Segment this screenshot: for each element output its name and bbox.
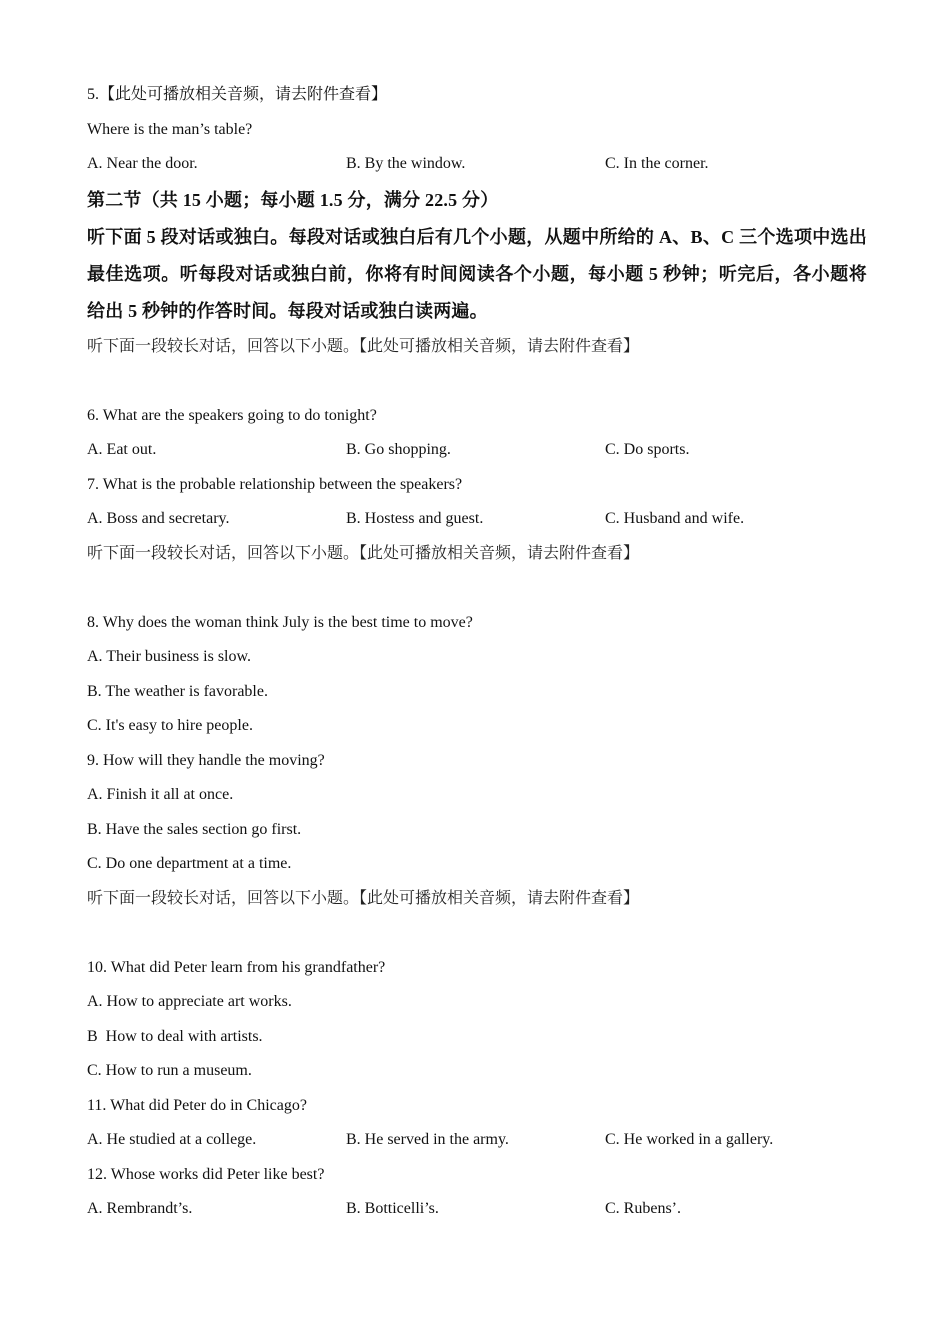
q12-options bbox=[87, 1192, 867, 1227]
q10-option-b: B How to deal with artists. bbox=[87, 1027, 263, 1045]
q11-option-c: C. He worked in a gallery. bbox=[605, 1131, 774, 1148]
dialogue-note-3: 听下面一段较长对话，回答以下小题。【此处可播放相关音频，请去附件查看】 bbox=[87, 889, 640, 907]
q5-audio-label: 5.【此处可播放相关音频，请去附件查看】 bbox=[87, 86, 388, 103]
q11-option-b: B. He served in the army. bbox=[346, 1131, 509, 1148]
q7-option-b: B. Hostess and guest. bbox=[346, 510, 484, 527]
q11-option-a: A. He studied at a college. bbox=[87, 1131, 257, 1148]
q11-options bbox=[87, 1123, 867, 1158]
q9-option-b: B. Have the sales section go first. bbox=[87, 820, 302, 838]
dialogue-note-2: 听下面一段较长对话，回答以下小题。【此处可播放相关音频，请去附件查看】 bbox=[87, 544, 640, 562]
q5-option-a: A. Near the door. bbox=[87, 155, 198, 172]
q12-question: 12. Whose works did Peter like best? bbox=[87, 1165, 325, 1183]
q8-question: 8. Why does the woman think July is the best time to move? bbox=[87, 613, 473, 631]
section-heading: 第二节（共 15 小题；每小题 1.5 分，满分 22.5 分） bbox=[87, 189, 499, 210]
q10-option-a: A. How to appreciate art works. bbox=[87, 993, 292, 1010]
q8-option-c: C. It's easy to hire people. bbox=[87, 717, 253, 734]
q6-question: 6. What are the speakers going to do tonight? bbox=[87, 406, 377, 424]
q11-question: 11. What did Peter do in Chicago? bbox=[87, 1096, 307, 1114]
q9-option-a: A. Finish it all at once. bbox=[87, 786, 234, 803]
spacer bbox=[87, 571, 867, 606]
q12-option-a: A. Rembrandt’s. bbox=[87, 1200, 193, 1217]
q8-option-b: B. The weather is favorable. bbox=[87, 682, 268, 700]
q10-question: 10. What did Peter learn from his grandfather? bbox=[87, 958, 386, 976]
q9-option-c: C. Do one department at a time. bbox=[87, 855, 292, 872]
spacer bbox=[87, 364, 867, 399]
q5-option-c: C. In the corner. bbox=[605, 155, 709, 172]
q6-options bbox=[87, 433, 867, 468]
q7-option-c: C. Husband and wife. bbox=[605, 510, 745, 527]
q9-question: 9. How will they handle the moving? bbox=[87, 751, 325, 769]
q12-option-c: C. Rubens’. bbox=[605, 1200, 681, 1217]
q7-option-a: A. Boss and secretary. bbox=[87, 510, 230, 527]
q6-option-a: A. Eat out. bbox=[87, 441, 157, 458]
q5-option-b: B. By the window. bbox=[346, 155, 466, 172]
q6-option-c: C. Do sports. bbox=[605, 441, 690, 458]
q12-option-b: B. Botticelli’s. bbox=[346, 1200, 439, 1217]
dialogue-note-1: 听下面一段较长对话，回答以下小题。【此处可播放相关音频，请去附件查看】 bbox=[87, 337, 640, 355]
q10-option-c: C. How to run a museum. bbox=[87, 1062, 252, 1079]
q6-option-b: B. Go shopping. bbox=[346, 441, 451, 458]
q7-options bbox=[87, 502, 867, 537]
q8-option-a: A. Their business is slow. bbox=[87, 648, 251, 665]
section-instruction: 听下面 5 段对话或独白。每段对话或独白后有几个小题，从题中所给的 A、B、C 三个选项中选出最佳选项。听每段对话或独白前，你将有时间阅读各个小题，每小题 5 秒钟；听完后，各小题将给出 5 秒钟的作答时间。每段对话或独白读两遍。 bbox=[87, 226, 867, 321]
spacer bbox=[87, 916, 867, 951]
q5-question: Where is the man’s table? bbox=[87, 120, 253, 138]
q5-options bbox=[87, 147, 867, 182]
document-page bbox=[87, 78, 867, 1227]
q7-question: 7. What is the probable relationship between the speakers? bbox=[87, 475, 463, 493]
